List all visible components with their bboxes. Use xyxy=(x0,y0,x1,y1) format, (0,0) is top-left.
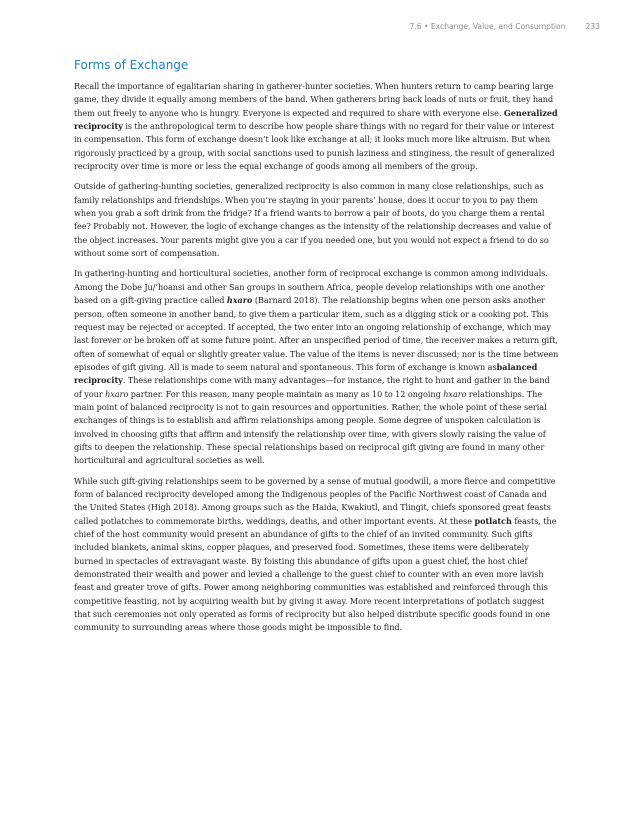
key-term-balanced-reciprocity: balanced reciprocity xyxy=(74,361,538,386)
paragraph-2: Outside of gathering-hunting societies, generalized reciprocity is also common in many close relationships, such as family relationships and friendships. When you’re staying in your parents’ house, does it occur to you to pay them when you grab a soft drink from the fridge? If a friend wants to borrow a pair of boots, do you charge them a rental fee? Probably not. However, the logic of exchange changes as the intensity of the relationship decreases and value of the object increases. Your parents might give you a car if you needed one, but you would not expect a friend to do so without some sort of compensation. xyxy=(74,181,552,259)
content-area xyxy=(74,58,559,642)
paragraph-4-text-b: feasts, the chief of the host community would present an abundance of gifts to the chief of an invited community. Such gifts included blankets, animal skins, copper plaques, and preserved food. Sometimes, these items were deliberately burned in spectacles of extravagant waste. By foisting this abundance of gifts upon a guest chief, the host chief demonstrated their wealth and power and levied a challenge to the guest chief to counter with an even more lavish feast and greater trove of gifts. Power among neighboring communities was established and reinforced through this competitive feasting, not by acquiring wealth but by giving it away. More recent interpretations of potlatch suggest that such ceremonies not only operated as forms of reciprocity but also helped distribute specific goods found in one community to surrounding areas where those goods might be impossible to find. xyxy=(74,515,557,633)
italic-term-hxaro-2: hxaro xyxy=(443,388,467,399)
page-number: 233 xyxy=(585,22,600,31)
paragraph-3-text-c: . These relationships come with many advantages—for instance, the right to hunt and gather in the band of your xyxy=(74,375,550,399)
italic-term-hxaro: hxaro xyxy=(105,388,129,399)
section-title: 7.6 • Exchange, Value, and Consumption xyxy=(409,22,566,31)
paragraph-4-text-a: While such gift-giving relationships seem to be governed by a sense of mutual goodwill, a more fierce and competitive form of balanced reciprocity developed among the Indigenous peoples of the Pacific Northwest coast of Canada and the United States (High 2018). Among groups such as the Haida, Kwakiutl, and Tlingit, chiefs sponsored great feasts called potlatches to commemorate births, weddings, deaths, and other important events. At these xyxy=(74,475,556,526)
paragraph-3-text-a: In gathering-hunting and horticultural societies, another form of reciprocal exchange is common among individuals. Among the Dobe Ju/’hoansi and other San groups in southern Africa, people develop relationships with one another based on a gift-giving practice called xyxy=(74,268,548,306)
key-term-generalized-reciprocity: Generalized reciprocity xyxy=(74,107,558,132)
paragraph-1-text-b: is the anthropological term to describe how people share things with no regard for their value or interest in compensation. This form of exchange doesn’t look like exchange at all; it looks much more like altruism. But when rigorously practiced by a group, with social sanctions used to punish laziness and stinginess, the result of generalized reciprocity over time is more or less the equal exchange of goods among all members of the group. xyxy=(74,121,555,172)
paragraph-3-text-d: partner. For this reason, many people maintain as many as 10 to 12 ongoing xyxy=(130,388,441,399)
paragraph-3 xyxy=(74,267,559,467)
paragraph-1 xyxy=(74,80,559,173)
key-term-potlatch: potlatch xyxy=(474,515,512,526)
key-term-hxaro: hxaro xyxy=(226,295,253,306)
running-header xyxy=(410,22,601,31)
paragraph-3-text-e: relationships. The main point of balanced reciprocity is not to gain resources and opportunities. Rather, the whole point of these serial exchanges of things is to establish and affirm relationships among people. Some degree of unspoken calculation is involved in choosing gifts that affirm and intensify the relationship over time, with givers slowly raising the value of gifts to deepen the relationship. These special relationships based on reciprocal gift giving are found in many other horticultural and agricultural societies as well. xyxy=(74,388,547,466)
paragraph-1-text-a: Recall the importance of egalitarian sharing in gatherer-hunter societies. When hunters return to camp bearing large game, they divide it equally among members of the band. When gatherers bring back loads of nuts or fruit, they hand them out freely to anyone who is hungry. Everyone is expected and required to share with everyone else. xyxy=(74,81,554,118)
paragraph-4 xyxy=(74,475,559,635)
section-heading: Forms of Exchange xyxy=(74,58,189,72)
paragraph-3-text-b: (Barnard 2018). The relationship begins when one person asks another person, often someone in another band, to give them a particular item, such as a digging stick or a cooking pot. This request may be rejected or accepted. If accepted, the two enter into an ongoing relationship of exchange, which may last forever or be broken off at some future point. After an unspecified period of time, the receiver makes a return gift, often of somewhat of equal or slightly greater value. The value of the items is never discussed; nor is the time between episodes of gift giving. All is made to seem natural and spontaneous. This form of exchange is known as xyxy=(74,295,559,372)
